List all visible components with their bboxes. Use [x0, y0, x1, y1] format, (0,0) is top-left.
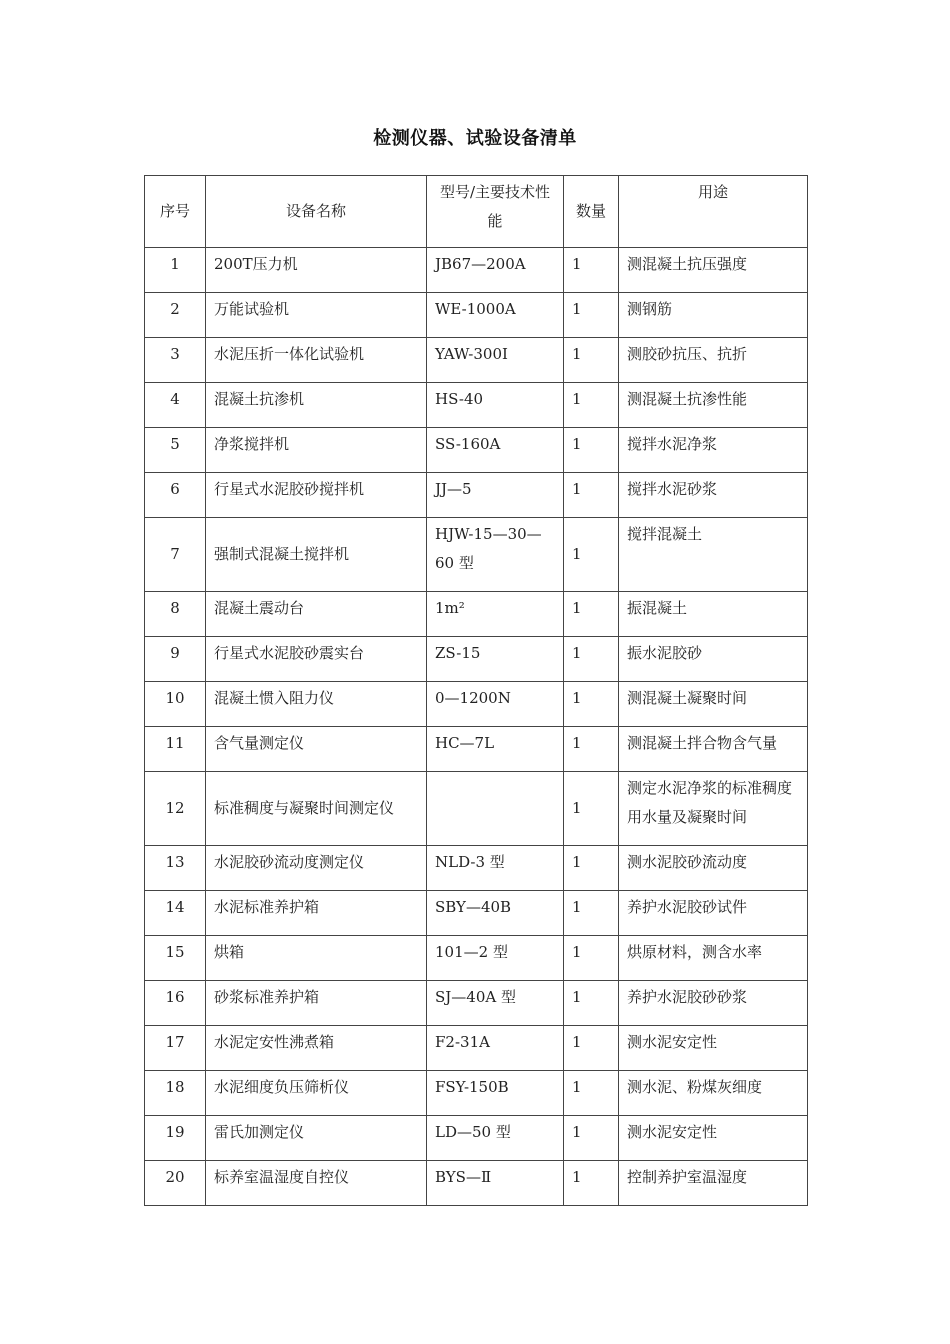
table-row	[145, 338, 808, 383]
cell-model: HC—7L	[427, 727, 564, 772]
table-row	[145, 383, 808, 428]
cell-model: HJW-15—30—60 型	[427, 518, 564, 592]
cell-no: 10	[145, 682, 206, 727]
cell-qty: 1	[564, 1026, 619, 1071]
cell-model: ZS-15	[427, 637, 564, 682]
cell-qty: 1	[564, 592, 619, 637]
cell-use: 测混凝土拌合物含气量	[619, 727, 808, 772]
cell-qty: 1	[564, 248, 619, 293]
header-qty: 数量	[564, 176, 619, 248]
cell-model	[427, 772, 564, 846]
cell-qty: 1	[564, 682, 619, 727]
cell-use: 测混凝土凝聚时间	[619, 682, 808, 727]
cell-name: 水泥胶砂流动度测定仪	[206, 846, 427, 891]
cell-name: 净浆搅拌机	[206, 428, 427, 473]
header-use: 用途	[619, 176, 808, 248]
cell-name: 200T压力机	[206, 248, 427, 293]
cell-no: 8	[145, 592, 206, 637]
table-row	[145, 293, 808, 338]
cell-no: 14	[145, 891, 206, 936]
cell-qty: 1	[564, 428, 619, 473]
cell-no: 3	[145, 338, 206, 383]
cell-qty: 1	[564, 891, 619, 936]
cell-qty: 1	[564, 727, 619, 772]
table-row	[145, 592, 808, 637]
header-row	[145, 176, 808, 248]
table-row	[145, 891, 808, 936]
cell-model: WE-1000A	[427, 293, 564, 338]
cell-no: 1	[145, 248, 206, 293]
table-row	[145, 727, 808, 772]
table-row	[145, 518, 808, 592]
cell-no: 16	[145, 981, 206, 1026]
table-row	[145, 637, 808, 682]
cell-use: 测混凝土抗压强度	[619, 248, 808, 293]
cell-use: 测钢筋	[619, 293, 808, 338]
cell-model: JJ—5	[427, 473, 564, 518]
cell-no: 13	[145, 846, 206, 891]
page-title: 检测仪器、试验设备清单	[373, 128, 577, 149]
cell-use: 养护水泥胶砂砂浆	[619, 981, 808, 1026]
cell-use: 测水泥安定性	[619, 1116, 808, 1161]
table-row	[145, 682, 808, 727]
header-no: 序号	[145, 176, 206, 248]
cell-name: 水泥细度负压筛析仪	[206, 1071, 427, 1116]
cell-use: 控制养护室温湿度	[619, 1161, 808, 1206]
cell-name: 水泥定安性沸煮箱	[206, 1026, 427, 1071]
cell-model: SBY—40B	[427, 891, 564, 936]
cell-use: 振混凝土	[619, 592, 808, 637]
cell-no: 19	[145, 1116, 206, 1161]
cell-model: 1m²	[427, 592, 564, 637]
cell-name: 砂浆标准养护箱	[206, 981, 427, 1026]
cell-use: 测水泥安定性	[619, 1026, 808, 1071]
cell-no: 6	[145, 473, 206, 518]
cell-qty: 1	[564, 1071, 619, 1116]
cell-use: 烘原材料，测含水率	[619, 936, 808, 981]
table-row	[145, 248, 808, 293]
cell-name: 含气量测定仪	[206, 727, 427, 772]
cell-no: 18	[145, 1071, 206, 1116]
cell-use: 搅拌水泥砂浆	[619, 473, 808, 518]
table-row	[145, 936, 808, 981]
cell-model: SS-160A	[427, 428, 564, 473]
cell-name: 混凝土惯入阻力仪	[206, 682, 427, 727]
table-row	[145, 1026, 808, 1071]
cell-no: 20	[145, 1161, 206, 1206]
cell-name: 行星式水泥胶砂震实台	[206, 637, 427, 682]
cell-qty: 1	[564, 338, 619, 383]
table-row	[145, 1071, 808, 1116]
cell-model: 0—1200N	[427, 682, 564, 727]
cell-qty: 1	[564, 846, 619, 891]
cell-name: 水泥压折一体化试验机	[206, 338, 427, 383]
cell-use: 养护水泥胶砂试件	[619, 891, 808, 936]
cell-use: 测定水泥净浆的标准稠度用水量及凝聚时间	[619, 772, 808, 846]
cell-name: 雷氏加测定仪	[206, 1116, 427, 1161]
cell-name: 混凝土震动台	[206, 592, 427, 637]
cell-use: 振水泥胶砂	[619, 637, 808, 682]
cell-qty: 1	[564, 637, 619, 682]
cell-name: 万能试验机	[206, 293, 427, 338]
cell-model: LD—50 型	[427, 1116, 564, 1161]
table-body	[145, 248, 808, 1206]
cell-model: JB67—200A	[427, 248, 564, 293]
cell-model: SJ—40A 型	[427, 981, 564, 1026]
table-row	[145, 428, 808, 473]
header-model: 型号/主要技术性能	[427, 176, 564, 248]
cell-no: 11	[145, 727, 206, 772]
cell-no: 7	[145, 518, 206, 592]
table-row	[145, 1161, 808, 1206]
cell-qty: 1	[564, 981, 619, 1026]
cell-model: BYS—Ⅱ	[427, 1161, 564, 1206]
cell-no: 17	[145, 1026, 206, 1071]
cell-use: 搅拌水泥净浆	[619, 428, 808, 473]
cell-qty: 1	[564, 1161, 619, 1206]
cell-model: 101—2 型	[427, 936, 564, 981]
table-row	[145, 846, 808, 891]
cell-model: F2-31A	[427, 1026, 564, 1071]
cell-no: 12	[145, 772, 206, 846]
cell-name: 行星式水泥胶砂搅拌机	[206, 473, 427, 518]
cell-no: 4	[145, 383, 206, 428]
cell-use: 测水泥、粉煤灰细度	[619, 1071, 808, 1116]
cell-model: HS-40	[427, 383, 564, 428]
cell-qty: 1	[564, 293, 619, 338]
cell-model: YAW-300I	[427, 338, 564, 383]
cell-name: 水泥标准养护箱	[206, 891, 427, 936]
cell-name: 烘箱	[206, 936, 427, 981]
cell-name: 强制式混凝土搅拌机	[206, 518, 427, 592]
header-name: 设备名称	[206, 176, 427, 248]
cell-use: 测胶砂抗压、抗折	[619, 338, 808, 383]
table-row	[145, 1116, 808, 1161]
cell-qty: 1	[564, 936, 619, 981]
cell-use: 搅拌混凝土	[619, 518, 808, 592]
cell-qty: 1	[564, 383, 619, 428]
cell-model: NLD-3 型	[427, 846, 564, 891]
cell-qty: 1	[564, 473, 619, 518]
equipment-table	[144, 175, 808, 1206]
cell-use: 测混凝土抗渗性能	[619, 383, 808, 428]
table-row	[145, 772, 808, 846]
cell-qty: 1	[564, 518, 619, 592]
cell-qty: 1	[564, 1116, 619, 1161]
table-row	[145, 473, 808, 518]
cell-qty: 1	[564, 772, 619, 846]
cell-use: 测水泥胶砂流动度	[619, 846, 808, 891]
cell-name: 混凝土抗渗机	[206, 383, 427, 428]
cell-no: 9	[145, 637, 206, 682]
table-header	[145, 176, 808, 248]
cell-no: 2	[145, 293, 206, 338]
cell-name: 标准稠度与凝聚时间测定仪	[206, 772, 427, 846]
cell-model: FSY-150B	[427, 1071, 564, 1116]
cell-no: 15	[145, 936, 206, 981]
table-row	[145, 981, 808, 1026]
cell-name: 标养室温湿度自控仪	[206, 1161, 427, 1206]
cell-no: 5	[145, 428, 206, 473]
